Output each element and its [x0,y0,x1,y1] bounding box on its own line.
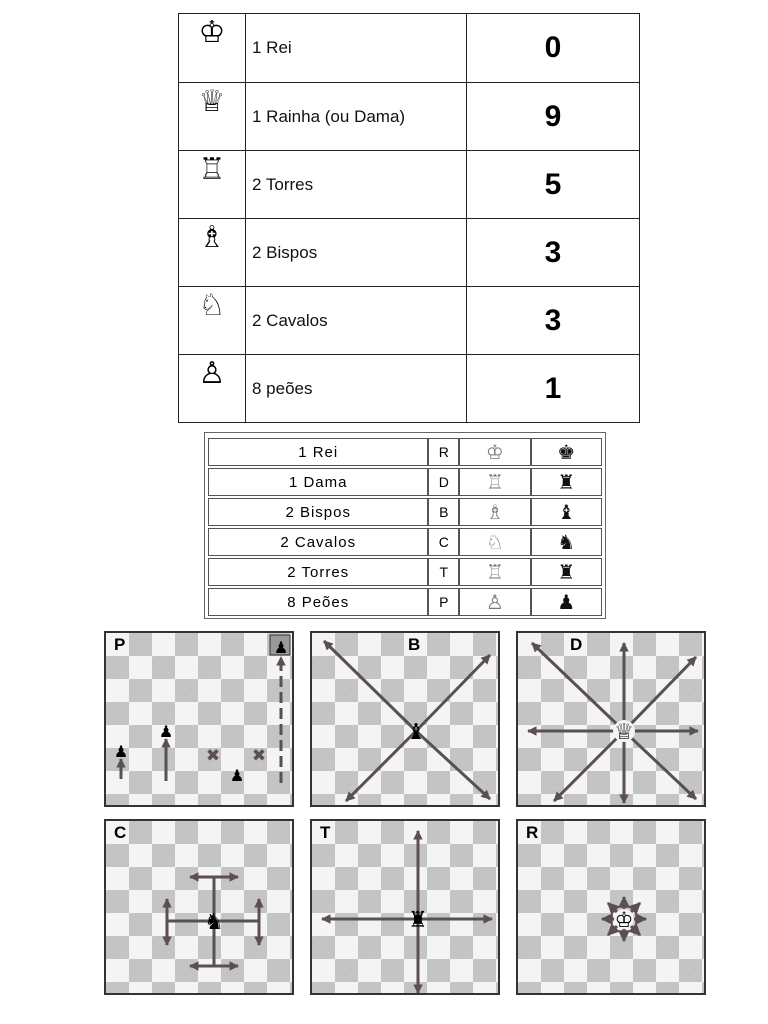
notation-piece-name: 8 Peões [208,588,428,616]
queen-moves-diagram [518,633,704,805]
white-pawn-icon: ♙ [198,356,226,391]
pawn-icon: ♟ [273,638,289,657]
diagonal-arrow [416,655,490,731]
piece-notation-row [208,558,602,586]
knight-moves-diagram [106,821,292,995]
piece-name-cell: 1 Rei [246,14,467,83]
pawn-icon: ♟ [158,722,174,741]
white-rook-icon: ♖ [198,152,226,187]
king-moves-diagram [518,821,704,995]
white-knight-icon: ♘ [198,288,226,323]
knight-icon: ♞ [204,910,224,935]
piece-icon-cell [179,287,246,355]
piece-value-table-body [179,14,640,423]
piece-value-row [179,14,640,83]
notation-letter: P [428,588,459,616]
notation-piece-name: 2 Cavalos [208,528,428,556]
diagonal-arrow [624,731,696,799]
pawn-icon: ♟ [229,766,245,785]
bishop-moves-diagram [312,633,498,805]
pawn-icon: ♟ [113,742,129,761]
notation-letter: T [428,558,459,586]
king-movement-board [516,819,706,995]
notation-table-frame [204,432,606,619]
white-queen-icon: ♕ [198,84,226,119]
piece-notation-table-body [208,438,602,616]
board-label-pawn: P [114,635,126,654]
piece-name-cell: 2 Torres [246,151,467,219]
piece-notation-row [208,588,602,616]
piece-icon-cell [179,83,246,151]
piece-value-cell: 5 [467,151,640,219]
board-label-knight: C [114,823,127,842]
notation-letter: R [428,438,459,466]
capture-cross-icon: ✖ [251,746,267,766]
piece-icon-cell [179,151,246,219]
piece-name-cell: 2 Cavalos [246,287,467,355]
board-label-rook: T [320,823,331,842]
white-piece-icon: ♖ [459,468,530,496]
white-king-icon: ♔ [198,15,226,50]
piece-icon-cell [179,355,246,423]
white-piece-icon: ♖ [459,558,530,586]
board-label-bishop: B [408,635,421,654]
piece-value-cell: 9 [467,83,640,151]
rook-moves-diagram [312,821,498,995]
pawn-moves-diagram [106,633,292,805]
white-bishop-icon: ♗ [198,220,226,255]
piece-icon-cell [179,14,246,83]
notation-piece-name: 1 Rei [208,438,428,466]
piece-name-cell: 8 peões [246,355,467,423]
diagonal-arrow [416,731,490,799]
pawn-movement-board [104,631,294,807]
piece-value-cell: 1 [467,355,640,423]
piece-value-row [179,219,640,287]
piece-notation-table [208,436,602,618]
black-piece-icon: ♜ [531,558,602,586]
white-piece-icon: ♙ [459,588,530,616]
rook-movement-board [310,819,500,995]
piece-notation-row [208,438,602,466]
diagonal-arrow [324,641,416,731]
piece-name-cell: 1 Rainha (ou Dama) [246,83,467,151]
queen-movement-board [516,631,706,807]
piece-notation-row [208,468,602,496]
notation-letter: C [428,528,459,556]
piece-notation-row [208,528,602,556]
board-label-queen: D [570,635,583,654]
black-piece-icon: ♞ [531,528,602,556]
piece-value-row [179,83,640,151]
piece-value-cell: 0 [467,14,640,83]
piece-icon-cell [179,219,246,287]
notation-piece-name: 2 Bispos [208,498,428,526]
black-piece-icon: ♟ [531,588,602,616]
notation-letter: D [428,468,459,496]
king-icon: ♔ [614,908,634,932]
notation-letter: B [428,498,459,526]
piece-name-cell: 2 Bispos [246,219,467,287]
bishop-movement-board [310,631,500,807]
piece-value-row [179,355,640,423]
bishop-icon: ♝ [406,720,426,745]
board-label-king: R [526,823,539,842]
capture-cross-icon: ✖ [205,746,221,766]
black-piece-icon: ♝ [531,498,602,526]
piece-value-cell: 3 [467,219,640,287]
black-piece-icon: ♚ [531,438,602,466]
black-piece-icon: ♜ [531,468,602,496]
knight-movement-board [104,819,294,995]
rook-icon: ♜ [408,908,428,933]
piece-value-cell: 3 [467,287,640,355]
white-piece-icon: ♔ [459,438,530,466]
piece-value-row [179,287,640,355]
piece-value-row [179,151,640,219]
diagonal-arrow [532,643,624,731]
queen-icon: ♕ [614,720,634,745]
white-piece-icon: ♗ [459,498,530,526]
white-piece-icon: ♘ [459,528,530,556]
piece-notation-row [208,498,602,526]
piece-value-table [178,13,640,423]
notation-piece-name: 1 Dama [208,468,428,496]
notation-piece-name: 2 Torres [208,558,428,586]
diagonal-arrow [624,657,696,731]
